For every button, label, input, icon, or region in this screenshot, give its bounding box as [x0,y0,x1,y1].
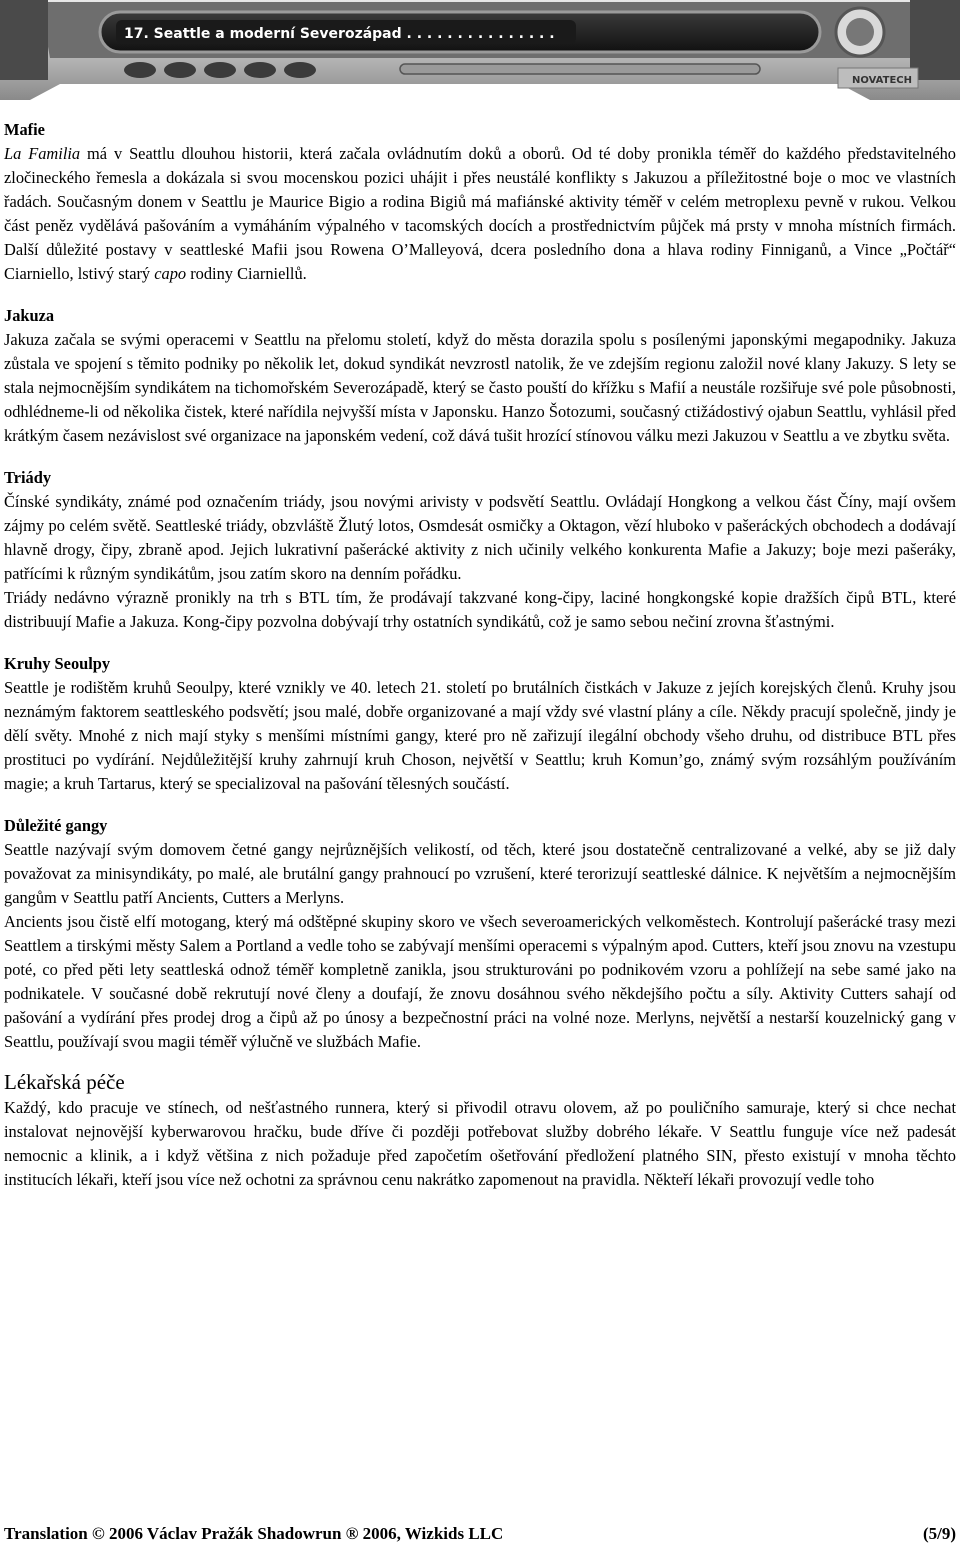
section-triady [4,466,956,634]
section-heading: Důležité gangy [4,816,108,835]
banner-title: 17. Seattle a moderní Severozápad . . . . . . . . . . . . . . . [124,26,555,42]
banner-logo: NOVATECH [852,75,912,86]
section-heading: Triády [4,468,52,487]
section-heading: Kruhy Seoulpy [4,654,111,673]
paragraph: Triády nedávno výrazně pronikly na trh s BTL tím, že prodávají takzvané kong-čipy, laciné hongkongské kopie dražších čipů BTL, které distribuují Mafie a Jakuza. Kong-čipy pozvolna dobývají trhy ostatních syndikátů, což je samo sebou nečiní zrovna šťastnými. [4,588,956,631]
italic-term: capo [154,264,187,283]
section-heading: Mafie [4,120,45,139]
paragraph: Čínské syndikáty, známé pod označením triády, jsou novými arivisty v podsvětí Seattlu. Ovládají Hongkong a velkou část Číny, mají ovšem zájmy po celém světě. Seattleské triády, obzvláště Žlutý lotos, Osmdesát osmičky a Oktagon, vězí hluboko v pašeráckých obchodech a dodávají hlavně drogy, čipy, zbraně apod. Jejich lukrativní pašerácké aktivity z nich učinily velkého konkurenta Mafie a Jakuzy; boje mezi pašeráky, patřícími k různým syndikátům, jsou zatím skoro na denním pořádku. [4,492,956,583]
section-dulezite-gangy [4,814,956,1054]
section-lekarska-pece [4,1068,956,1192]
paragraph: Jakuza začala se svými operacemi v Seattlu na přelomu století, když do města dorazila spolu s posílenými japonskými megapodniky. Jakuza zůstala ve spojení s těmito podniky po několik let, dokud syndikát nevzrostl natolik, že ve zdejším regionu založil nové klany Jakuzy. S lety se stala nejmocnějším syndikátem na tichomořském Severozápadě, který se často pouští do křížku s Mafií a neustále rozšiřuje své pole působnosti, odhlédneme-li od několika čistek, které nařídila nejvyšší místa v Japonsku. Hanzo Šotozumi, současný ctižádostivý ojabun Seattlu, vyhlásil před krátkým časem nezávislost své organizace na japonském vedení, což dává tušit hrozící stínovou válku mezi Jakuzou v Seattlu a ve zbytku světa. [4,330,956,445]
page-number: (5/9) [922,1524,956,1543]
document-body [4,118,956,1210]
section-kruhy-seoulpy [4,652,956,796]
page-footer [4,1524,956,1544]
footer-copyright: Translation © 2006 Václav Pražák Shadowrun ® 2006, Wizkids LLC [4,1524,504,1543]
section-heading: Lékařská péče [4,1070,125,1094]
banner-graphic [0,0,960,110]
paragraph: Seattle nazývají svým domovem četné gangy nejrůznějších velikostí, od těch, které jsou dostatečně centralizované a velké, aby se již daly považovat za minisyndikáty, po malé, ale brutální gangy prahnoucí po vzrušení, které terorizují seattleské dálnice. K největším a nejmocnějším gangům v Seattlu patří Ancients, Cutters a Merlyns. [4,840,956,907]
paragraph: Seattle je rodištěm kruhů Seoulpy, které vznikly ve 40. letech 21. století po brutálních čistkách v Jakuze z jejích korejských členů. Kruhy jsou neznámým faktorem seattleského podsvětí; jsou malé, dobře organizované a mají vždy své vlastní plány a cíle. Někdy pracují společně, jindy je dělí světy. Mnohé z nich mají styky s menšími místními gangy, které pro ně zařizují ilegální obchody všeho druhu, od distribuce BTL přes prostituci po vydírání. Nejdůležitější kruhy zahrnují kruh Choson, největší v Seattlu; kruh Komun’go, známý svým rozsáhlým používáním magie; a kruh Tartarus, který se specializoval na pašování tělesných součástí. [4,678,956,793]
italic-term: La Familia [4,144,81,163]
section-mafie [4,118,956,286]
section-heading: Jakuza [4,306,55,325]
paragraph: Každý, kdo pracuje ve stínech, od nešťastného runnera, který si přivodil otravu olovem, až po pouličního samuraje, který si chce nechat instalovat nejnovější kyberwarovou hračku, bude dříve či později potřebovat služby dobrého lékaře. V Seattlu funguje více než padesát nemocnic a klinik, a i když většina z nich požaduje před započetím ošetřování předložení platného SIN, přesto existují v mnoha těchto institucích lékaři, kteří jsou více než ochotni za správnou cenu nakrátko zapomenout na pravidla. Někteří lékaři provozují vedle toho [4,1098,956,1189]
paragraph [4,142,956,286]
paragraph-text: rodiny Ciarniellů. [186,264,307,283]
section-jakuza [4,304,956,448]
header-banner [0,0,960,110]
paragraph: Ancients jsou čistě elfí motogang, který má odštěpné skupiny skoro ve všech severoamerických velkoměstech. Kontrolují pašerácké trasy mezi Seattlem a tirskými městy Salem a Portland a vedle toho se zabývají menšími operacemi s výpalným apod. Cutters, kteří jsou znovu na vzestupu poté, co před pěti lety seattleská odnož téměř kompletně zanikla, jsou strukturováni po podnikovém vzoru a pohlížejí na sebe samé jako na podnikatele. V současné době rekrutují nové členy a doufají, že znovu dosáhnou svého někdejšího počtu a síly. Aktivity Cutters sahají od pašování a vydírání přes prodej drog a čipů až po únosy a bezpečnostní práci na volné noze. Merlyns, největší a nestarší kouzelnický gang v Seattlu, používají svou magii téměř výlučně ve službách Mafie. [4,912,956,1051]
paragraph-text: má v Seattlu dlouhou historii, která začala ovládnutím doků a oborů. Od té doby pronikla téměř do každého představitelného zločineckého řemesla a dokázala si svou mocenskou pozici uhájit i přes neustálé konflikty s Jakuzou a příležitostné boje o moc ve vlastních řadách. Současným donem v Seattlu je Maurice Bigio a rodina Bigiů má mafiánské aktivity téměř v celém metroplexu pevně v rukou. Velkou část peněz vydělává pašováním a vymáháním výpalného v tacomských docích a prostřednictvím půjček má prsty v mnoha místních firmách. Další důležité postavy v seattleské Mafii jsou Rowena O’Malleyová, dcera posledního dona a hlava rodiny Finniganů, a Vince „Počtář“ Ciarniello, lstivý starý [4,144,956,283]
